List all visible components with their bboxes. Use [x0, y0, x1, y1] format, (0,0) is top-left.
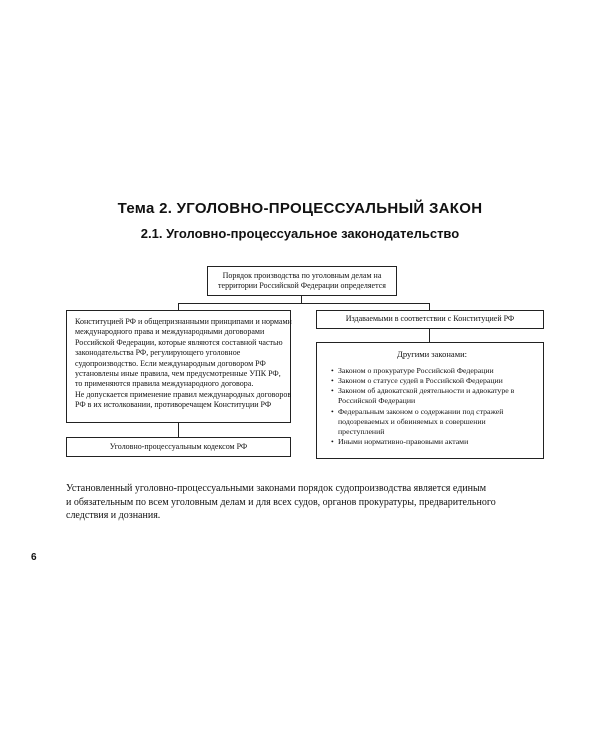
constitution-line: Не допускается применение правил международных договоров	[75, 389, 292, 399]
connector-right-drop	[429, 303, 430, 310]
law-item	[331, 386, 533, 406]
issued-laws-text: Издаваемыми в соответствии с Конституцией РФ	[345, 314, 515, 324]
constitution-line: то применяются правила международного договора.	[75, 379, 254, 389]
constitution-line: Российской Федерации, которые являются составной частью	[75, 337, 283, 347]
page-title: Тема 2. УГОЛОВНО-ПРОЦЕССУАЛЬНЫЙ ЗАКОН	[117, 200, 483, 217]
root-line: территории Российской Федерации определяется	[218, 281, 386, 290]
constitution-line: законодательства РФ, регулирующего уголовное	[75, 348, 241, 358]
bullet-icon: •	[331, 406, 334, 416]
constitution-line: международного права и международными договорами	[75, 327, 265, 337]
constitution-line: установлены иные правила, чем предусмотренные УПК РФ,	[75, 368, 281, 378]
law-item	[331, 437, 533, 447]
issued-laws-box	[316, 310, 544, 329]
connector-horizontal	[178, 303, 430, 304]
law-item-text: Федеральным законом о содержании под стражей подозреваемых и обвиняемых в совершении преступлений	[338, 406, 504, 436]
criminal-procedure-code-text: Уголовно-процессуальным кодексом РФ	[109, 441, 248, 451]
law-item-text: Законом об адвокатской деятельности и адвокатуре в Российской Федерации	[338, 386, 515, 406]
law-item-text: Иными нормативно-правовыми актами	[338, 436, 469, 446]
paragraph-line: Установленный уголовно-процессуальными законами порядок судопроизводства является единым	[66, 483, 487, 494]
other-laws-box	[316, 342, 544, 459]
bullet-icon: •	[331, 386, 334, 396]
paragraph-line: и обязательным по всем уголовным делам и для всех судов, органов прокуратуры, предварительного	[66, 496, 496, 508]
bullet-icon: •	[331, 436, 334, 446]
paragraph-line: следствия и дознания.	[66, 510, 161, 521]
connector-right-vertical	[429, 329, 430, 342]
constitution-line: РФ в их истолковании, противоречащем Конституции РФ	[75, 400, 272, 410]
other-laws-title: Другими законами:	[397, 349, 467, 359]
section-subtitle: 2.1. Уголовно-процессуальное законодательство	[140, 226, 460, 241]
connector-left-drop	[178, 303, 179, 310]
root-box	[207, 266, 397, 296]
bullet-icon: •	[331, 376, 334, 386]
criminal-procedure-code-box	[66, 437, 291, 457]
page-number: 6	[31, 552, 37, 563]
law-item	[331, 376, 533, 386]
law-item	[331, 366, 533, 376]
body-paragraph	[66, 482, 546, 523]
root-line: Порядок производства по уголовным делам на	[222, 270, 382, 280]
law-item-text: Законом о прокуратуре Российской Федерации	[338, 366, 494, 376]
constitution-line: судопроизводство. Если международным договором РФ	[75, 358, 266, 368]
connector-left-vertical	[178, 423, 179, 437]
constitution-line: Конституцией РФ и общепризнанными принципами и нормами	[75, 317, 292, 326]
constitution-box	[66, 310, 291, 423]
law-item	[331, 407, 533, 437]
bullet-icon: •	[331, 366, 334, 376]
law-item-text: Законом о статусе судей в Российской Федерации	[338, 376, 503, 386]
